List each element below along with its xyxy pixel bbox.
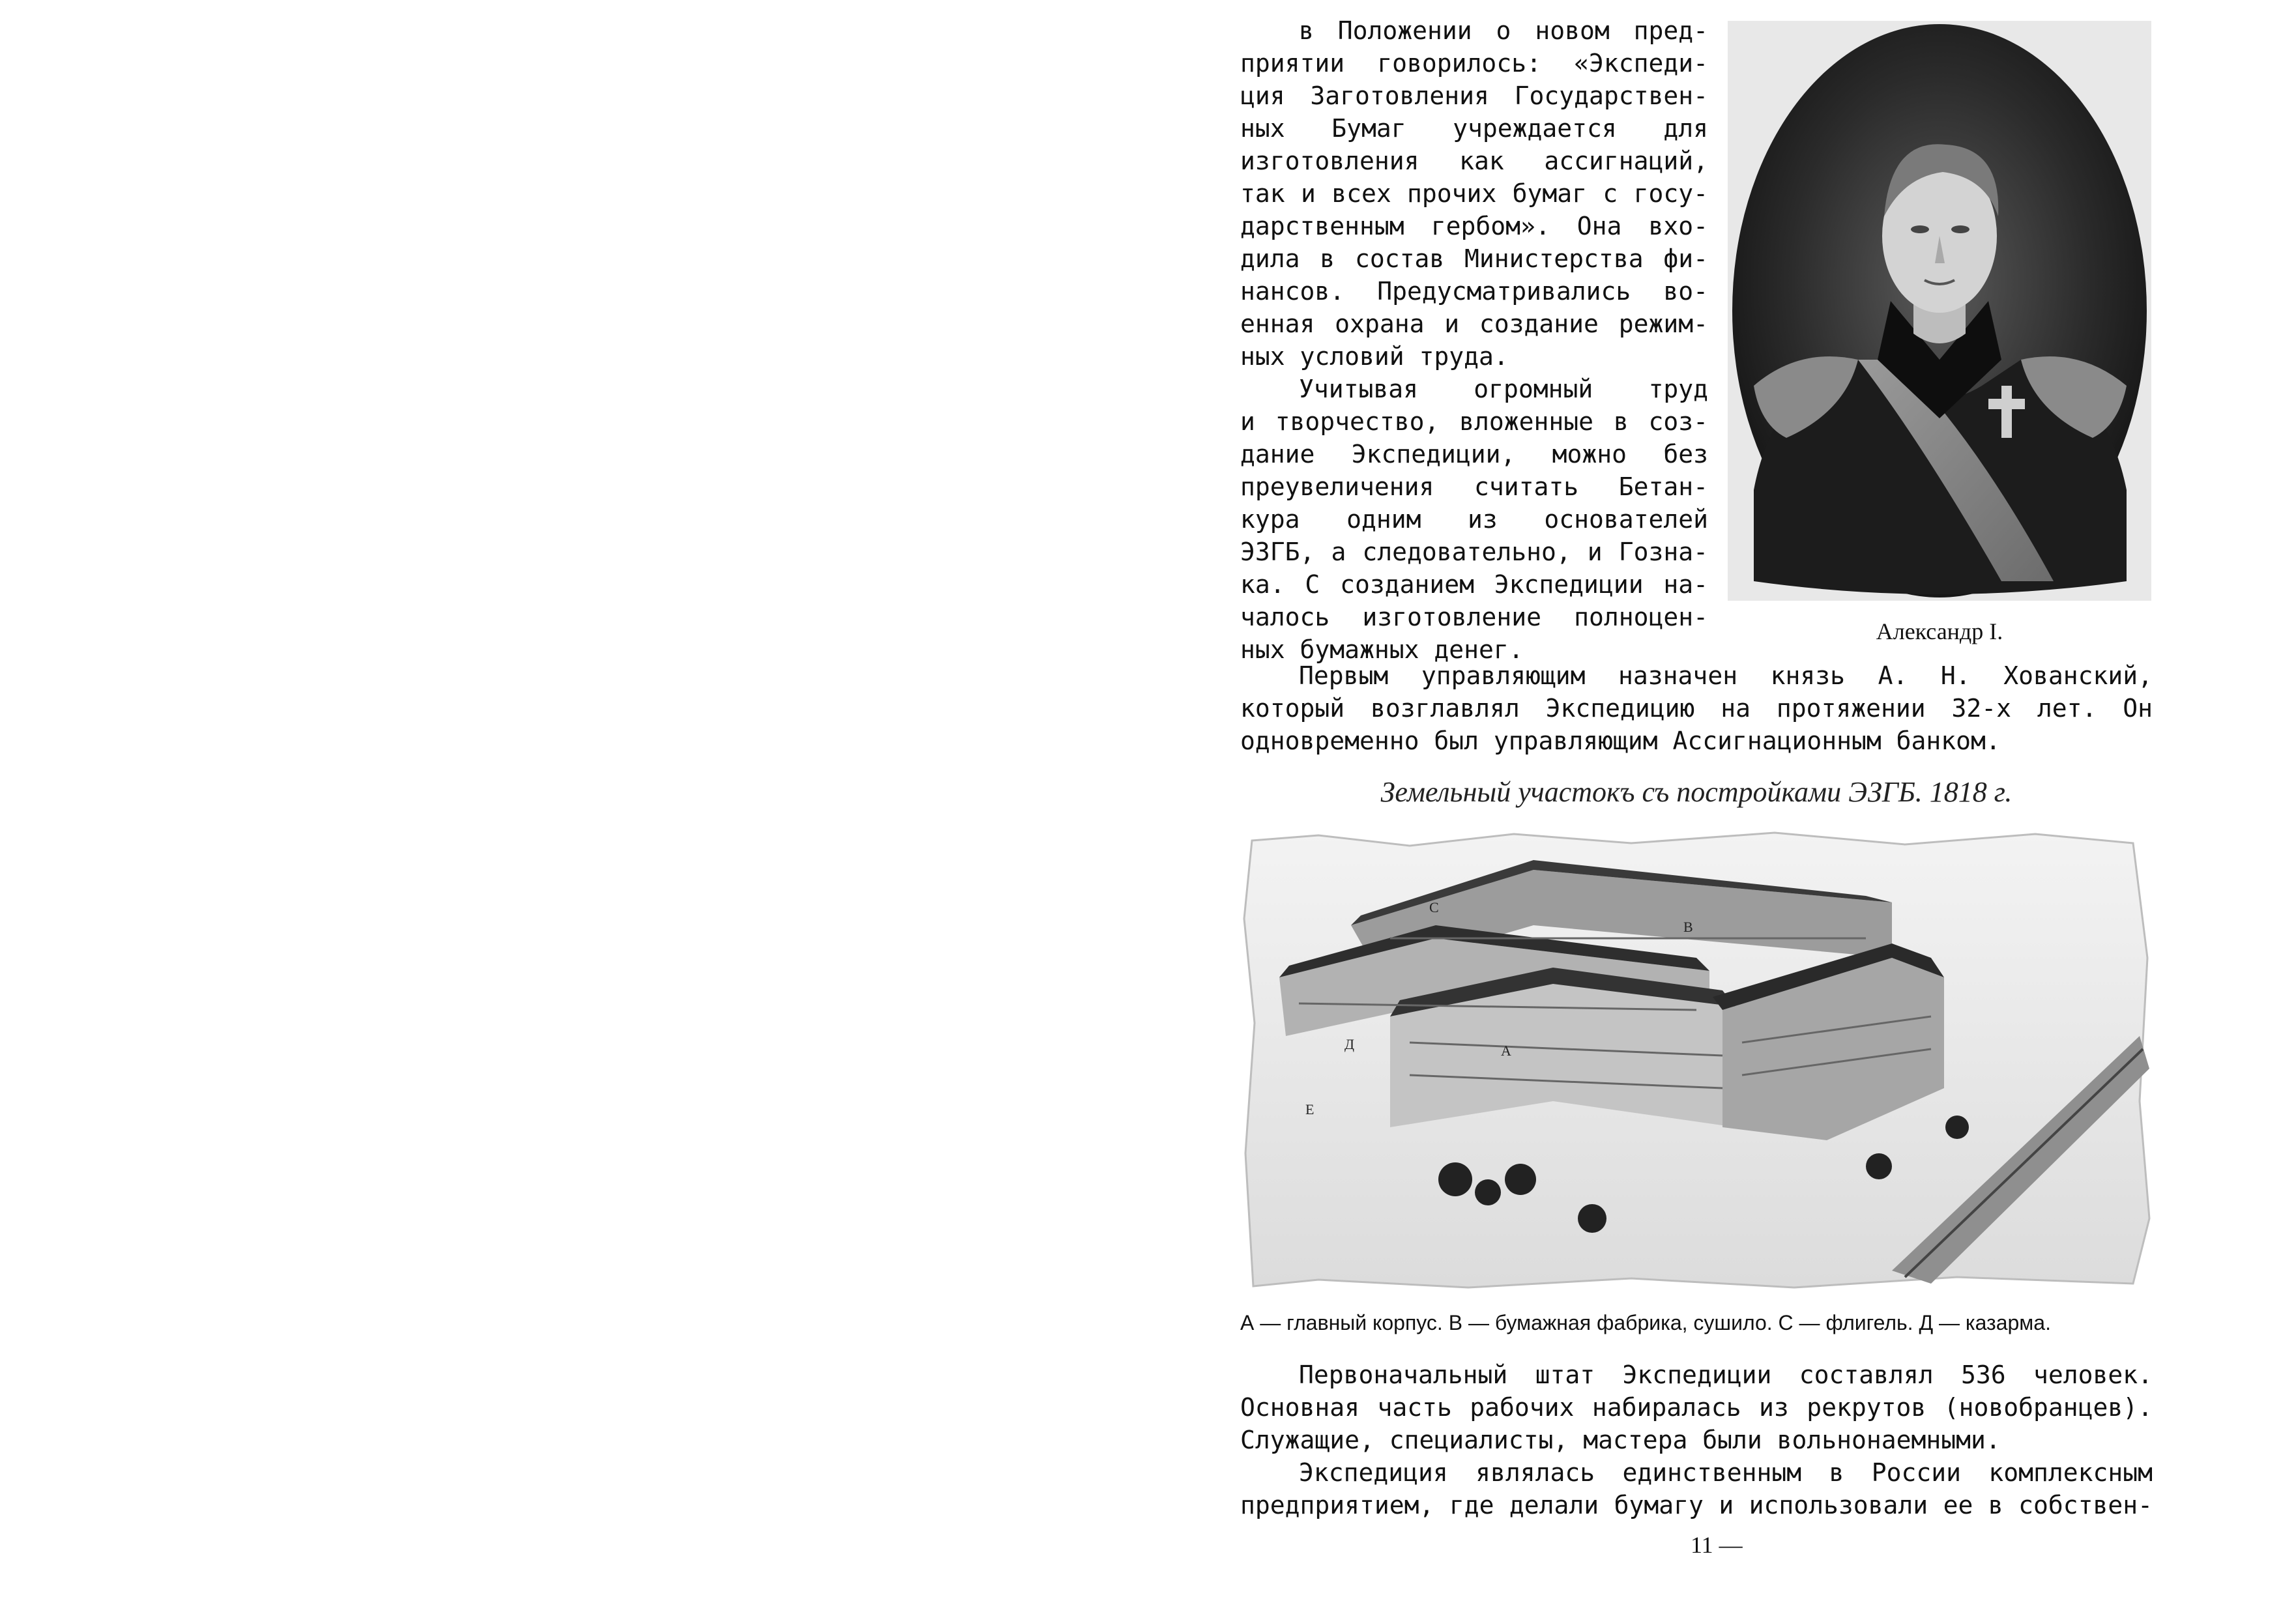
text-line: ЭЗГБ, а следовательно, и Гозна- — [1240, 538, 1708, 566]
page-number: 11 — — [1691, 1532, 1743, 1558]
engraving-caption: А — главный корпус. В — бумажная фабрика, сушило. С — флигель. Д — казарма. — [1240, 1311, 2051, 1334]
text-line: и творчество, вложенные в соз- — [1240, 407, 1708, 436]
building-label-e: Е — [1305, 1101, 1315, 1117]
paragraph-staff — [1240, 1359, 2153, 1456]
text-line: в Положении о новом пред- — [1299, 16, 1708, 45]
engraving-title: Земельный участокъ съ постройками ЭЗГБ. 1818 г. — [1380, 776, 2013, 808]
building-label-a: А — [1501, 1043, 1511, 1059]
text-line: Служащие, специалисты, мастера были вольнонаемными. — [1240, 1426, 2001, 1454]
text-line: дарственным гербом». Она вхо- — [1240, 212, 1708, 240]
building-label-d: Д — [1344, 1036, 1355, 1052]
building-label-b: В — [1683, 919, 1693, 935]
text-line: так и всех прочих бумаг с госу- — [1240, 179, 1708, 208]
paragraph-complex — [1240, 1456, 2153, 1521]
paragraph-khovansky — [1240, 659, 2153, 757]
text-line: ных условий труда. — [1240, 342, 1509, 371]
text-line: приятии говорилось: «Экспеди- — [1240, 49, 1708, 78]
text-line: изготовления как ассигнаций, — [1240, 147, 1708, 175]
text-line: Экспедиция являлась единственным в России комплексным — [1299, 1458, 2153, 1487]
text-line: преувеличения считать Бетан- — [1240, 472, 1708, 501]
buildings-engraving — [1240, 762, 2153, 1290]
text-line: дила в состав Министерства фи- — [1240, 244, 1708, 273]
text-line: который возглавлял Экспедицию на протяжении 32-х лет. Он — [1240, 694, 2153, 723]
portrait-illustration — [1728, 21, 2151, 601]
text-line: Первым управляющим назначен князь А. Н. Хованский, — [1299, 661, 2153, 690]
top-text-column — [1240, 14, 1708, 666]
text-line: предприятием, где делали бумагу и использовали ее в собствен- — [1240, 1491, 2153, 1519]
text-line: чалось изготовление полноцен- — [1240, 603, 1708, 631]
text-line: Первоначальный штат Экспедиции составлял 536 человек. — [1299, 1360, 2153, 1389]
text-line: ных бумажных денег. — [1240, 635, 1524, 664]
portrait-image — [1728, 21, 2151, 601]
building-label-c: С — [1429, 899, 1439, 915]
text-line: ных Бумаг учреждается для — [1240, 114, 1708, 143]
paragraph-betancourt — [1240, 373, 1708, 666]
text-line: кура одним из основателей — [1240, 505, 1708, 534]
text-line: ка. С созданием Экспедиции на- — [1240, 570, 1708, 599]
paragraph-regulation — [1240, 14, 1708, 373]
paragraph — [1240, 659, 2153, 757]
engraving-illustration — [1240, 762, 2153, 1290]
text-line: нансов. Предусматривались во- — [1240, 277, 1708, 306]
text-line: ция Заготовления Государствен- — [1240, 81, 1708, 110]
text-line: Учитывая огромный труд — [1299, 375, 1708, 403]
text-line: Основная часть рабочих набиралась из рекрутов (новобранцев). — [1240, 1393, 2153, 1422]
text-line: енная охрана и создание режим- — [1240, 309, 1708, 338]
bottom-text — [1240, 1359, 2153, 1521]
text-line: одновременно был управляющим Ассигнационным банком. — [1240, 727, 2001, 755]
text-line: дание Экспедиции, можно без — [1240, 440, 1708, 468]
portrait-caption: Александр I. — [1876, 618, 2003, 644]
